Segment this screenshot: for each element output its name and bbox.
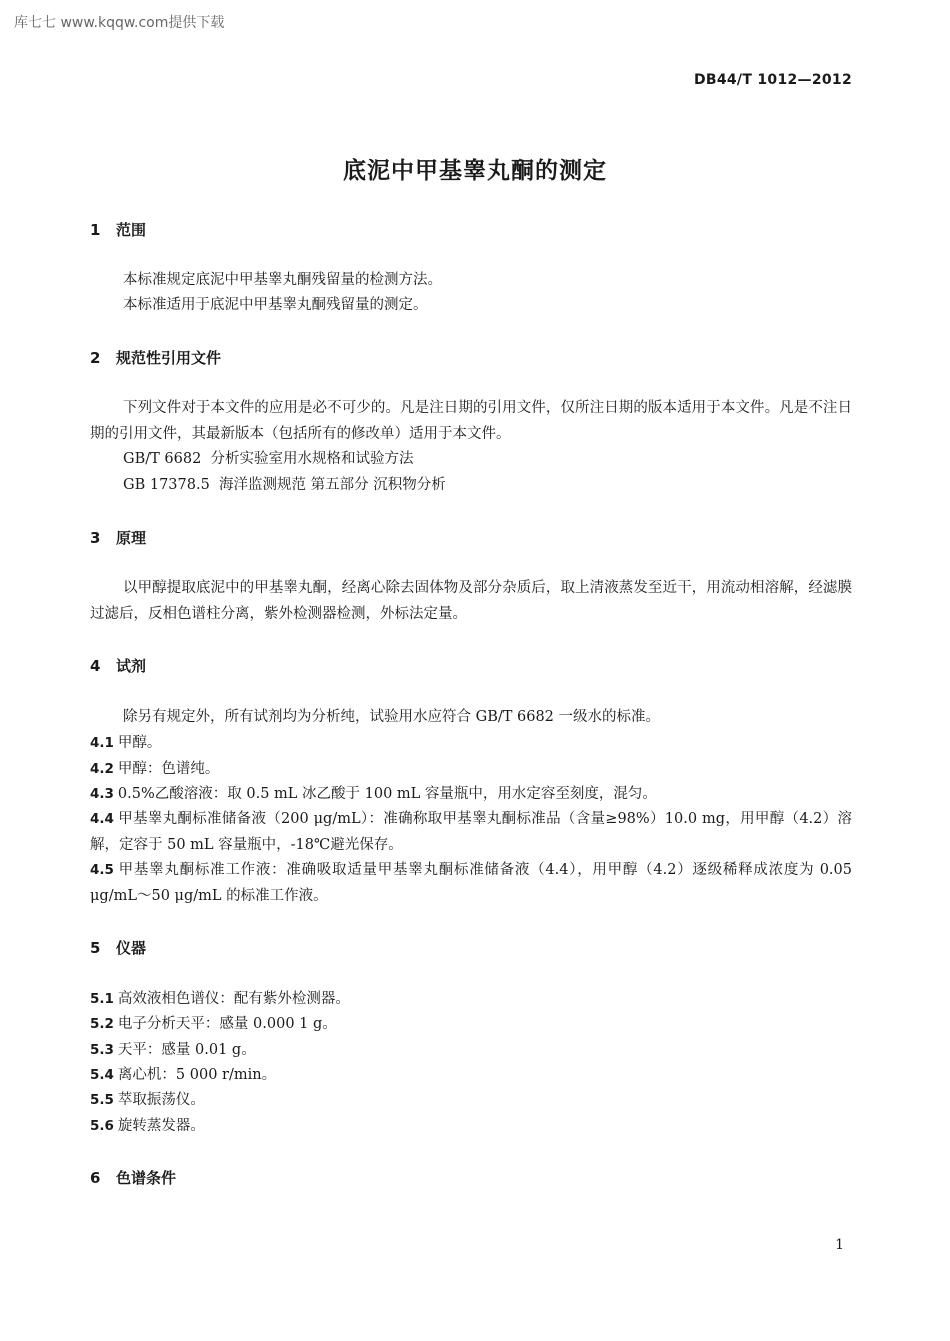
document-code: DB44/T 1012—2012 — [693, 72, 852, 88]
item-number: 5.4 — [90, 1067, 114, 1083]
refs-intro: 下列文件对于本文件的应用是必不可少的。凡是注日期的引用文件，仅所注日期的版本适用于本文件。凡是不注日期的引用文件，其最新版本（包括所有的修改单）适用于本文件。 — [90, 400, 852, 442]
item-number: 5.6 — [90, 1118, 114, 1134]
section-heading-5 — [90, 937, 146, 958]
instrument-item — [90, 1062, 276, 1088]
scope-line-1: 本标准规定底泥中甲基睾丸酮残留量的检测方法。 — [123, 272, 442, 288]
item-number: 5.3 — [90, 1042, 114, 1058]
section-title: 规范性引用文件 — [116, 349, 222, 367]
section-number: 2 — [90, 349, 101, 367]
section-title: 色谱条件 — [116, 1169, 177, 1187]
ref-item: GB/T 6682 分析实验室用水规格和试验方法 — [123, 451, 414, 467]
item-text: 旋转蒸发器。 — [117, 1118, 205, 1134]
reagents-intro: 除另有规定外，所有试剂均为分析纯，试验用水应符合 GB/T 6682 一级水的标准。 — [123, 709, 661, 725]
reagent-item — [90, 806, 852, 858]
reagent-item — [90, 857, 852, 909]
item-number: 4.3 — [90, 786, 114, 802]
page-title: 底泥中甲基睾丸酮的测定 — [343, 158, 607, 184]
item-text: 0.5%乙酸溶液：取 0.5 mL 冰乙酸于 100 mL 容量瓶中，用水定容至刻度，混匀。 — [117, 786, 657, 802]
item-number: 5.5 — [90, 1092, 114, 1108]
item-number: 4.1 — [90, 735, 114, 751]
section-title: 仪器 — [116, 939, 147, 957]
reagent-item — [90, 730, 161, 756]
item-text: 甲醇。 — [117, 735, 162, 751]
section-number: 4 — [90, 657, 101, 675]
item-text: 电子分析天平：感量 0.000 1 g。 — [117, 1016, 337, 1032]
instrument-item — [90, 1087, 205, 1113]
instrument-item — [90, 1011, 337, 1037]
section-number: 5 — [90, 939, 101, 957]
item-text: 甲基睾丸酮标准工作液：准确吸取适量甲基睾丸酮标准储备液（4.4），用甲醇（4.2）逐级稀释成浓度为 0.05 μg/mL～50 μg/mL 的标准工作液。 — [90, 862, 852, 904]
item-number: 4.5 — [90, 862, 114, 878]
scope-line-2: 本标准适用于底泥中甲基睾丸酮残留量的测定。 — [123, 297, 428, 313]
watermark-text: 库七七 www.kqqw.com提供下载 — [14, 15, 225, 31]
instrument-item — [90, 986, 350, 1012]
item-text: 甲基睾丸酮标准储备液（200 μg/mL）：准确称取甲基睾丸酮标准品（含量≥98%）10.0 mg，用甲醇（4.2）溶解，定容于 50 mL 容量瓶中，-18℃避光保存。 — [90, 811, 852, 853]
section-number: 3 — [90, 529, 101, 547]
item-text: 离心机：5 000 r/min。 — [117, 1067, 277, 1083]
section-heading-4 — [90, 655, 146, 676]
section-number: 1 — [90, 221, 101, 239]
instrument-item — [90, 1113, 205, 1139]
page-number: 1 — [835, 1237, 844, 1253]
section-title: 原理 — [116, 529, 147, 547]
section-heading-6 — [90, 1167, 176, 1188]
ref-item: GB 17378.5 海洋监测规范 第五部分 沉积物分析 — [123, 477, 446, 493]
reagent-item — [90, 781, 657, 807]
section-title: 试剂 — [116, 657, 147, 675]
item-text: 萃取振荡仪。 — [117, 1092, 205, 1108]
item-number: 5.1 — [90, 991, 114, 1007]
section-heading-3 — [90, 527, 146, 548]
section-heading-2 — [90, 347, 221, 368]
principle-paragraph: 以甲醇提取底泥中的甲基睾丸酮，经离心除去固体物及部分杂质后，取上清液蒸发至近干，用流动相溶解，经滤膜过滤后，反相色谱柱分离，紫外检测器检测，外标法定量。 — [90, 580, 852, 622]
item-text: 高效液相色谱仪：配有紫外检测器。 — [117, 991, 350, 1007]
section-heading-1 — [90, 219, 146, 240]
section-number: 6 — [90, 1169, 101, 1187]
section-title: 范围 — [116, 221, 147, 239]
item-text: 甲醇：色谱纯。 — [117, 761, 220, 777]
item-number: 5.2 — [90, 1016, 114, 1032]
item-number: 4.4 — [90, 811, 114, 827]
reagent-item — [90, 756, 219, 782]
item-text: 天平：感量 0.01 g。 — [117, 1042, 256, 1058]
instrument-item — [90, 1037, 256, 1063]
item-number: 4.2 — [90, 761, 114, 777]
